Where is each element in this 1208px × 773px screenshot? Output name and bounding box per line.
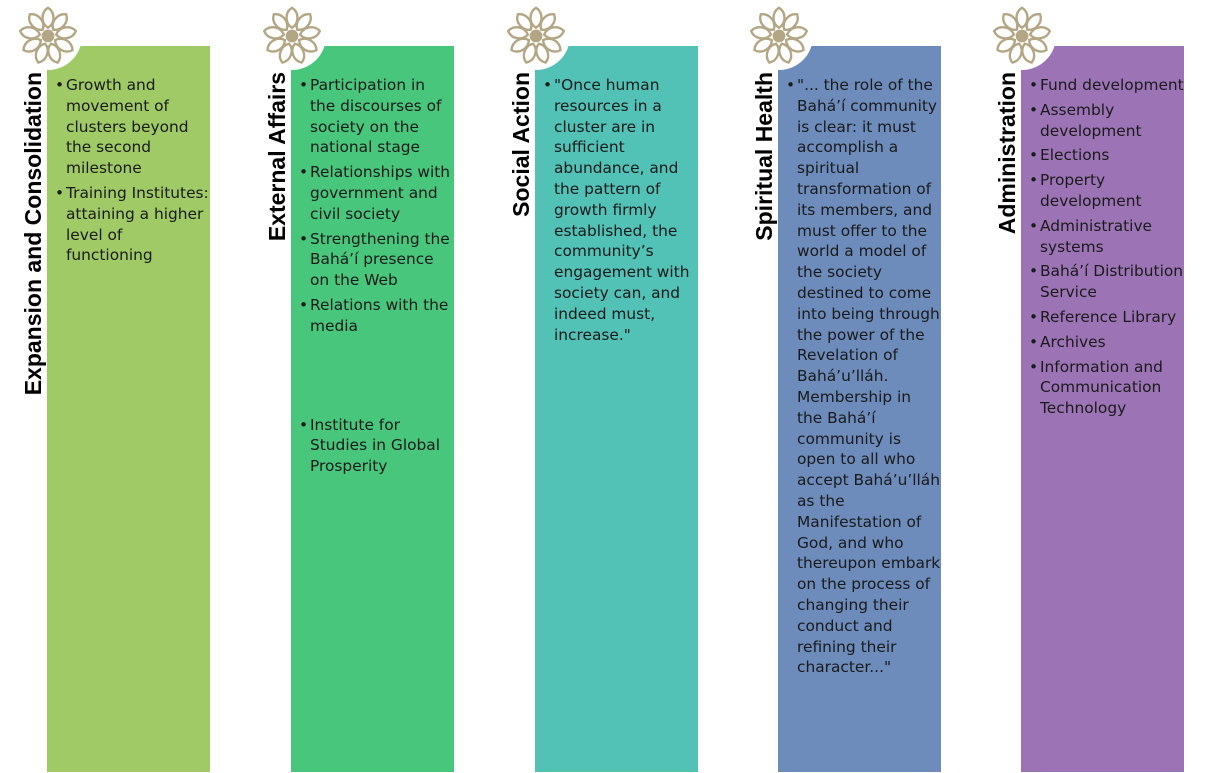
emblem-petal [764, 42, 781, 65]
nine-pointed-star-emblem-icon [17, 5, 79, 67]
emblem-petal [507, 26, 529, 40]
list-item: • Fund development [1026, 75, 1184, 96]
column-title: Expansion and Consolidation [20, 72, 46, 396]
emblem-petal [277, 42, 294, 65]
nine-pointed-star-emblem-icon [748, 5, 810, 67]
emblem-petal [750, 26, 772, 40]
column-title: Social Action [508, 72, 534, 217]
bullet-list [296, 75, 454, 481]
list-item: • Training Institutes: attaining a higher level of functioning [52, 183, 210, 266]
list-item: • Institute for Studies in Global Prosperity [296, 415, 454, 477]
column-title-wrap [992, 72, 1022, 432]
column-title-wrap [749, 72, 779, 432]
list-item: • Growth and movement of clusters beyond the second milestone [52, 75, 210, 179]
column-title-wrap [262, 72, 292, 432]
nine-pointed-star-emblem-icon [261, 5, 323, 67]
bullet-list [540, 75, 698, 349]
column-title: Spiritual Health [751, 72, 777, 241]
emblem-badge [502, 2, 570, 70]
emblem-petal [33, 42, 50, 65]
column-title-wrap [506, 72, 536, 432]
list-item: • Participation in the discourses of society on the national stage [296, 75, 454, 158]
emblem-badge [258, 2, 326, 70]
list-item: • Reference Library [1026, 307, 1184, 328]
list-item: • "Once human resources in a cluster are in sufficient abundance, and the pattern of growth firmly established, the community’s engagement with society can, and indeed must, increase." [540, 75, 698, 345]
column-administration [988, 0, 1203, 773]
emblem-petal [263, 26, 285, 40]
column-external-affairs [258, 0, 473, 773]
nine-pointed-star-emblem-icon [991, 5, 1053, 67]
column-title: Administration [994, 72, 1020, 235]
list-item: • Assembly development [1026, 100, 1184, 142]
list-item: • Elections [1026, 145, 1184, 166]
column-social-action [502, 0, 717, 773]
list-item: • Archives [1026, 332, 1184, 353]
list-item: • Administrative systems [1026, 216, 1184, 258]
bullet-list [52, 75, 210, 270]
list-item: • Strengthening the Bahá’í presence on the Web [296, 229, 454, 291]
list-item: • Information and Communication Technology [1026, 357, 1184, 419]
list-item: • Relations with the media [296, 295, 454, 337]
column-expansion-consolidation [14, 0, 229, 773]
bullet-list [1026, 75, 1184, 423]
list-item: • "... the role of the Bahá’í community is clear: it must accomplish a spiritual transformation of its members, and must offer to the world a model of the society destined to come into being through the power of the Revelation of Bahá’u’lláh. Membership in the Bahá’í community is open to all who accept Bahá’u’lláh as the Manifestation of God, and who thereupon embark on the process of changing their conduct and refining their character..." [783, 75, 941, 678]
bullet-list [783, 75, 941, 682]
emblem-badge [14, 2, 82, 70]
emblem-badge [988, 2, 1056, 70]
emblem-petal [521, 42, 538, 65]
column-spiritual-health [745, 0, 960, 773]
emblem-petal [1007, 42, 1024, 65]
emblem-petal [993, 26, 1015, 40]
list-item: • Bahá’í Distribution Service [1026, 261, 1184, 303]
list-item: • Property development [1026, 170, 1184, 212]
nine-pointed-star-emblem-icon [505, 5, 567, 67]
column-title-wrap [18, 72, 48, 432]
column-title: External Affairs [264, 72, 290, 242]
emblem-badge [745, 2, 813, 70]
list-item: • Relationships with government and civil society [296, 162, 454, 224]
emblem-petal [19, 26, 41, 40]
